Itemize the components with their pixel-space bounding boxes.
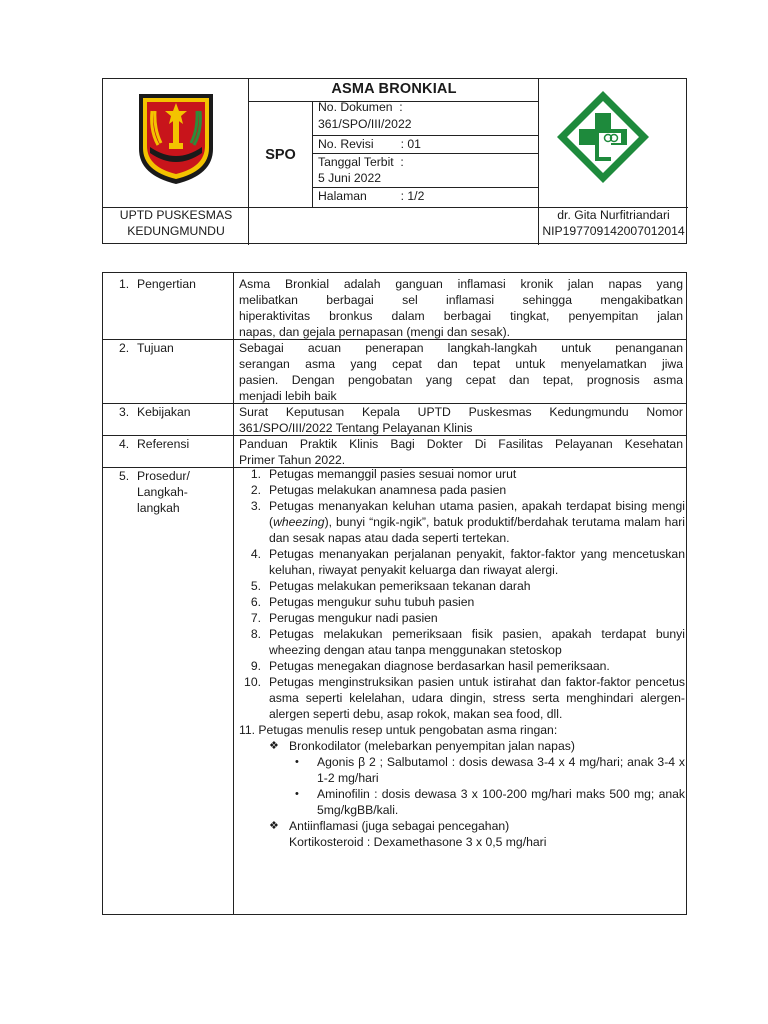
- list-item: [239, 498, 685, 546]
- sub-item-text: Agonis β 2 ; Salbutamol : dosis dewasa 3-4 x 4 mg/hari; anak 3-4 x 1-2 mg/hari: [317, 755, 685, 785]
- section-title: Pengertian: [137, 277, 196, 291]
- step-number: 10.: [244, 675, 261, 689]
- section-number: 5.: [119, 469, 130, 483]
- step-number: 3.: [250, 499, 261, 513]
- antiinflamasi-item: [239, 818, 685, 834]
- list-item: [239, 546, 685, 578]
- agonis-item: [239, 754, 685, 786]
- step-text: Petugas melakukan pemeriksaan fisik pasien, apakah terdapat bunyi wheezing dengan atau tanpa menggunakan stetoskop: [269, 627, 685, 657]
- spo-label: SPO: [265, 147, 296, 163]
- pengertian-text: [239, 276, 683, 340]
- list-item: 11. Petugas menulis resep untuk pengobatan asma ringan:: [239, 723, 558, 737]
- sub-item-text: Bronkodilator (melebarkan penyempitan jalan napas): [289, 739, 575, 753]
- bullet-icon: •: [295, 756, 299, 768]
- section-title: Kebijakan: [137, 405, 191, 419]
- text-line: serangan asma yang cepat dan tepat untuk menyelamatkan jiwa: [239, 357, 683, 371]
- divider: [233, 273, 234, 914]
- text-line: Primer Tahun 2022.: [239, 453, 346, 467]
- text-line: Surat Keputusan Kepala UPTD Puskesmas Kedungmundu Nomor: [239, 405, 683, 419]
- section-number: 1.: [119, 277, 130, 291]
- text-line: 361/SPO/III/2022 Tentang Pelayanan Klinis: [239, 421, 473, 435]
- step-text: Perugas mengukur nadi pasien: [269, 611, 438, 625]
- bullet-icon: •: [295, 788, 299, 800]
- section-title: Langkah-: [137, 485, 188, 499]
- step-number: 8.: [250, 627, 261, 641]
- step-text: ), bunyi “ngik-ngik”, batuk produktif/berdahak terutama malam hari dan sesak napas atau dada seperti tertekan.: [269, 515, 685, 545]
- step-text: Petugas melakukan anamnesa pada pasien: [269, 483, 507, 497]
- content-table: [102, 272, 687, 915]
- section-number: 4.: [119, 437, 130, 451]
- step-text: Petugas menanyakan perjalanan penyakit, faktor-faktor yang mencetuskan keluhan, riwayat penyakit keluarga dan riwayat alergi.: [269, 547, 685, 577]
- section-number: 2.: [119, 341, 130, 355]
- section-number: 3.: [119, 405, 130, 419]
- puskesmas-green-cross-icon: [555, 89, 651, 185]
- bronkodilator-item: [239, 738, 685, 754]
- text-line: napas, dan gejala pernapasan (mengi dan sesak).: [239, 325, 511, 339]
- diamond-bullet-icon: ❖: [269, 820, 279, 832]
- referensi-text: [239, 436, 683, 468]
- text-line: menjadi lebih baik: [239, 389, 337, 403]
- list-item: [239, 626, 685, 658]
- step-number: 9.: [250, 659, 261, 673]
- step-text-italic: wheezing: [273, 515, 325, 529]
- list-item: [239, 578, 685, 594]
- divider: [312, 101, 313, 207]
- no-dokumen-label: No. Dokumen :: [318, 100, 403, 114]
- semarang-city-crest-icon: [136, 91, 216, 187]
- no-dokumen-value: 361/SPO/III/2022: [318, 117, 412, 131]
- list-item: [239, 674, 685, 722]
- text-line: pasien. Dengan pengobatan yang cepat dan tepat, prognosis asma: [239, 373, 683, 387]
- step-text: Petugas melakukan pemeriksaan tekanan darah: [269, 579, 531, 593]
- aminofilin-item: [239, 786, 685, 818]
- list-item: [239, 594, 685, 610]
- sub-item-text: Antiinflamasi (juga sebagai pencegahan): [289, 819, 510, 833]
- list-item: [239, 658, 685, 674]
- text-line: Asma Bronkial adalah ganguan inflamasi kronik jalan napas yang: [239, 277, 683, 291]
- step-number: 6.: [250, 595, 261, 609]
- text-line: Panduan Praktik Klinis Bagi Dokter Di Fasilitas Pelayanan Kesehatan: [239, 437, 683, 451]
- signer-name: dr. Gita Nurfitriandari: [557, 208, 670, 222]
- tanggal-terbit-label: Tanggal Terbit :: [318, 155, 404, 169]
- step-number: 4.: [250, 547, 261, 561]
- uptd-line-2: KEDUNGMUNDU: [127, 224, 225, 238]
- text-line: Sebagai acuan penerapan langkah-langkah untuk penanganan: [239, 341, 683, 355]
- step-text: Petugas menginstruksikan pasien untuk istirahat dan faktor-faktor pencetus asma seperti kelelahan, udara dingin, stress serta menghindari alergen-alergen seperti debu, asap rokok, makan sea food, dll.: [269, 675, 685, 721]
- step-text: Petugas memanggil pasies sesuai nomor urut: [269, 467, 517, 481]
- step-text: Petugas menanyakan keluhan utama pasien, apakah terdapat bising mengi (: [269, 499, 685, 529]
- kebijakan-text: [239, 404, 683, 436]
- halaman: Halaman : 1/2: [318, 189, 425, 203]
- list-item: [239, 466, 685, 482]
- no-revisi: No. Revisi : 01: [318, 137, 421, 151]
- document-title: ASMA BRONKIAL: [331, 81, 457, 97]
- signer-block: [539, 207, 688, 239]
- step-number: 2.: [250, 483, 261, 497]
- step-number: 1.: [250, 467, 261, 481]
- step-text: Petugas mengukur suhu tubuh pasien: [269, 595, 475, 609]
- sub-item-text: Aminofilin : dosis dewasa 3 x 100-200 mg/hari maks 500 mg; anak 5mg/kgBB/kali.: [317, 787, 685, 817]
- uptd-name: [103, 207, 249, 239]
- step-text: Petugas menegakan diagnose berdasarkan hasil pemeriksaan.: [269, 659, 610, 673]
- procedure-steps: [239, 466, 685, 850]
- section-title: Prosedur/: [137, 469, 190, 483]
- uptd-line-1: UPTD PUSKESMAS: [119, 208, 233, 222]
- list-item: [239, 610, 685, 626]
- tujuan-text: [239, 340, 683, 404]
- list-item: [239, 482, 685, 498]
- section-title: Tujuan: [137, 341, 174, 355]
- signer-nip: NIP197709142007012014: [542, 224, 685, 238]
- kortikosteroid-note: Kortikosteroid : Dexamethasone 3 x 0,5 mg/hari: [289, 835, 547, 849]
- text-line: melibatkan berbagai sel inflamasi sehingga mengakibatkan: [239, 293, 683, 307]
- section-title: Referensi: [137, 437, 190, 451]
- text-line: hiperaktivitas bronkus dalam berbagai tingkat, penyempitan jalan: [239, 309, 683, 323]
- tanggal-terbit-value: 5 Juni 2022: [318, 171, 382, 185]
- step-number: 5.: [250, 579, 261, 593]
- step-number: 7.: [250, 611, 261, 625]
- section-title: langkah: [137, 501, 180, 515]
- header-table: [102, 78, 687, 244]
- diamond-bullet-icon: ❖: [269, 740, 279, 752]
